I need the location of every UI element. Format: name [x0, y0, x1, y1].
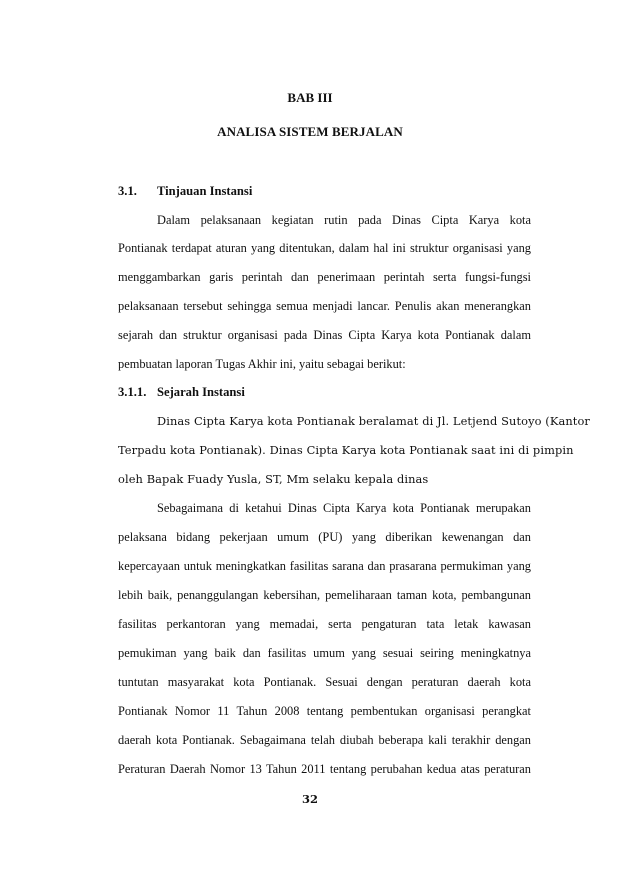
paragraph-line: fasilitas perkantoran yang memadai, serta pengaturan tata letak kawasan [118, 617, 531, 631]
section-number: 3.1.1. [118, 385, 147, 399]
paragraph-line: pemukiman yang baik dan fasilitas umum yang sesuai seiring meningkatnya [118, 646, 531, 660]
paragraph-line: pelaksana bidang pekerjaan umum (PU) yang diberikan kewenangan dan [118, 530, 531, 544]
page-number: 32 [301, 792, 318, 806]
section-title: Sejarah Instansi [157, 385, 245, 399]
paragraph-line: daerah kota Pontianak. Sebagaimana telah diubah beberapa kali terakhir dengan [118, 733, 531, 747]
paragraph-line: Pontianak Nomor 11 Tahun 2008 tentang pembentukan organisasi perangkat [118, 704, 531, 718]
chapter-label: BAB III [287, 90, 333, 105]
paragraph-line: Pontianak terdapat aturan yang ditentukan, dalam hal ini struktur organisasi yang [118, 241, 531, 255]
paragraph-line: menggambarkan garis perintah dan penerimaan perintah serta fungsi-fungsi [118, 270, 531, 284]
paragraph-line: tuntutan masyarakat kota Pontianak. Sesuai dengan peraturan daerah kota [118, 675, 531, 689]
paragraph-line: Dinas Cipta Karya kota Pontianak beralamat di Jl. Letjend Sutoyo (Kantor [157, 414, 590, 428]
paragraph-line: Sebagaimana di ketahui Dinas Cipta Karya kota Pontianak merupakan [157, 501, 531, 515]
section-title: Tinjauan Instansi [157, 184, 253, 198]
chapter-title: ANALISA SISTEM BERJALAN [217, 124, 403, 139]
paragraph-line: lebih baik, penanggulangan kebersihan, pemeliharaan taman kota, pembangunan [118, 588, 531, 602]
paragraph-line: pembuatan laporan Tugas Akhir ini, yaitu sebagai berikut: [118, 357, 406, 371]
paragraph-line: Peraturan Daerah Nomor 13 Tahun 2011 tentang perubahan kedua atas peraturan [118, 762, 531, 776]
paragraph-line: Terpadu kota Pontianak). Dinas Cipta Karya kota Pontianak saat ini di pimpin [118, 443, 574, 457]
section-heading-3-1-1 [118, 385, 245, 400]
paragraph-line: pelaksanaan tersebut sehingga semua menjadi lancar. Penulis akan menerangkan [118, 299, 531, 313]
paragraph-line: oleh Bapak Fuady Yusla, ST, Mm selaku kepala dinas [118, 472, 429, 486]
paragraph-line: kepercayaan untuk meningkatkan fasilitas sarana dan prasarana permukiman yang [118, 559, 531, 573]
section-number: 3.1. [118, 184, 137, 198]
paragraph-line: Dalam pelaksanaan kegiatan rutin pada Dinas Cipta Karya kota [157, 213, 531, 227]
paragraph-line: sejarah dan struktur organisasi pada Dinas Cipta Karya kota Pontianak dalam [118, 328, 531, 342]
section-heading-3-1 [118, 184, 252, 199]
